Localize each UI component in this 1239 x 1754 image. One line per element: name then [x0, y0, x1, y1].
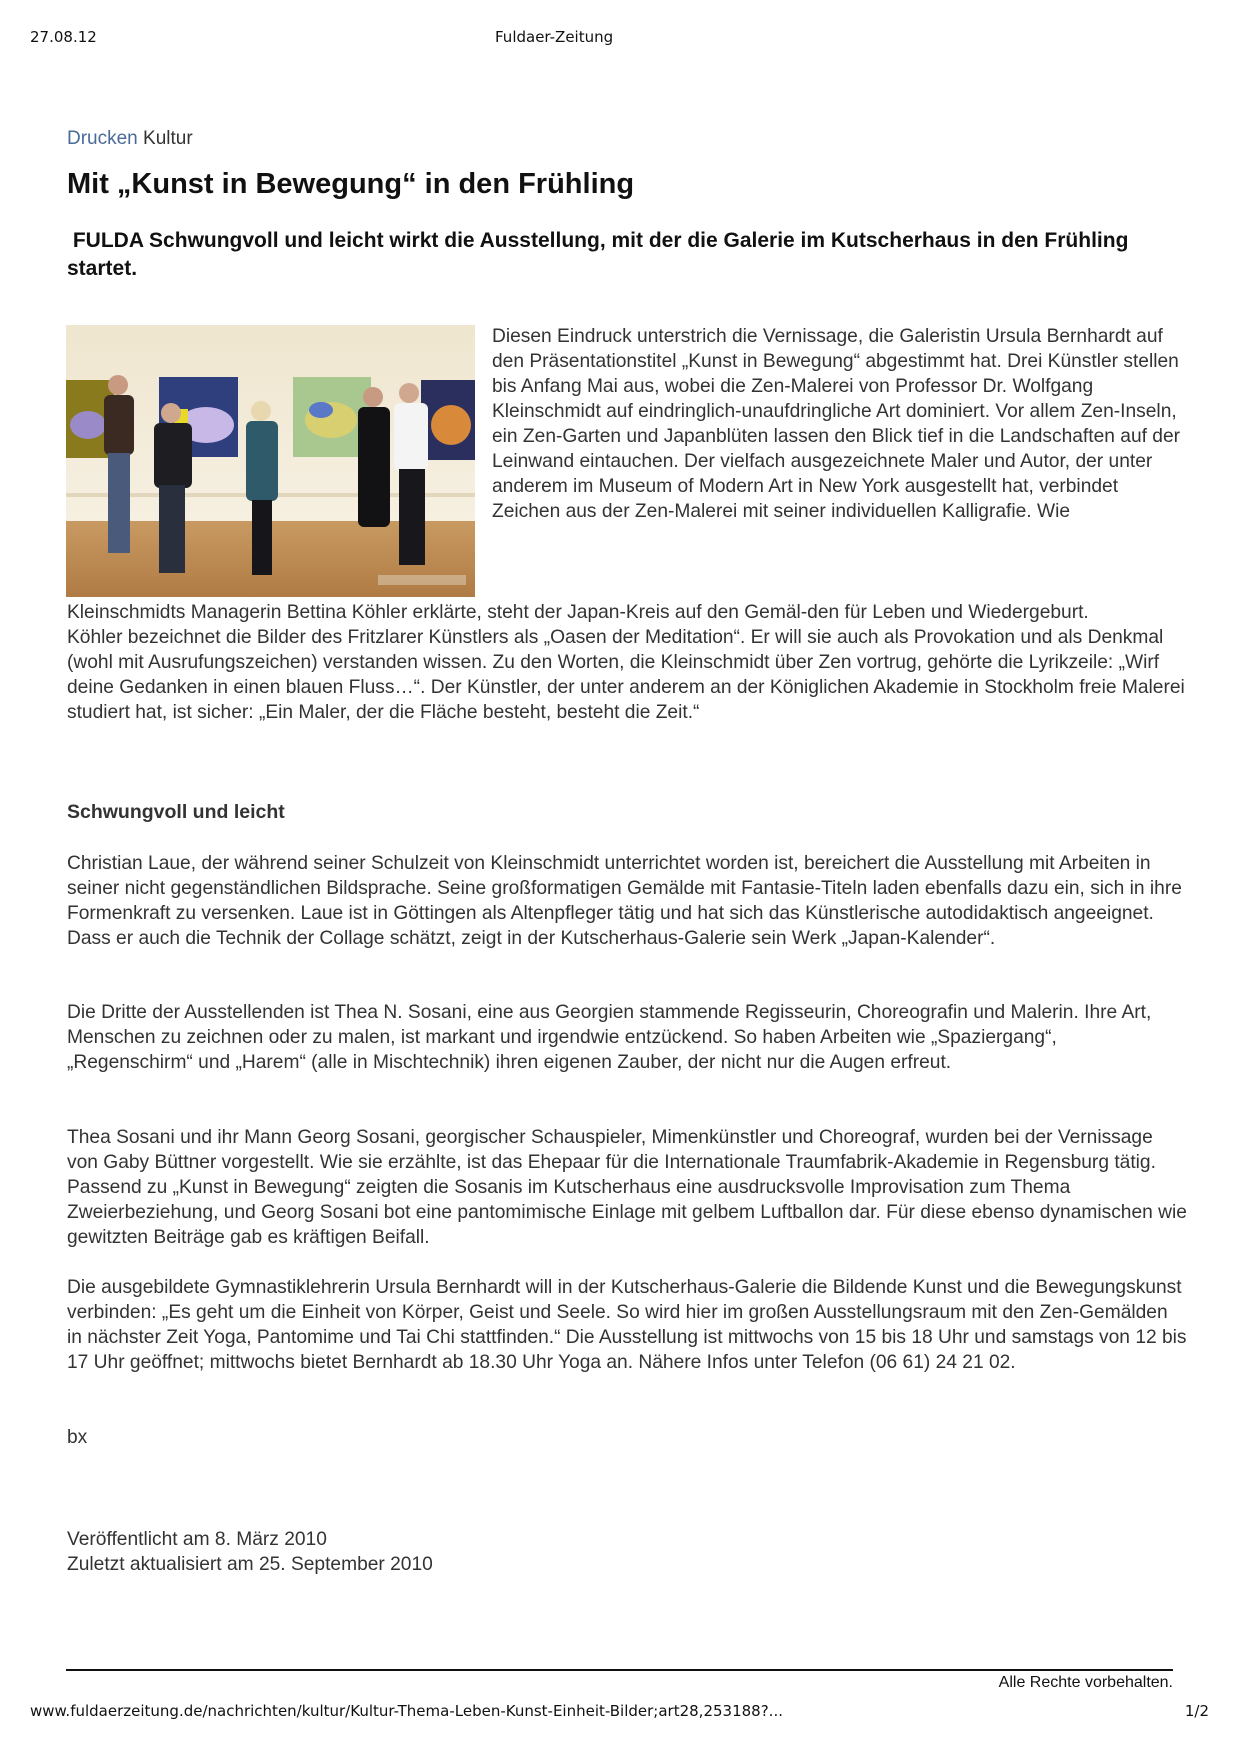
print-site-title: Fuldaer-Zeitung — [495, 28, 614, 46]
paragraph-laue: Christian Laue, der während seiner Schulzeit von Kleinschmidt unterrichtet worden ist, bereichert die Ausstellung mit Arbeiten in seiner nicht gegenständlichen Bildsprache. Seine großformatigen Gemälde mit Fantasie-Titeln laden ebenfalls dazu ein, sich in ihre Formenkraft zu versenken. Laue ist in Göttingen als Altenpfleger tätig und hat sich das Künstlerische autodidaktisch angeeignet. Dass er auch die Technik der Collage schätzt, zeigt in der Kutscherhaus-Galerie sein Werk „Japan-Kalender“. — [67, 853, 1182, 949]
published-date: Veröffentlicht am 8. März 2010 — [67, 1529, 327, 1550]
section-label: Kultur — [143, 128, 193, 149]
paragraph-sosani-couple: Thea Sosani und ihr Mann Georg Sosani, georgischer Schauspieler, Mimenkünstler und Choreograf, wurden bei der Vernissage von Gaby Büttner vorgestellt. Wie sie erzählte, ist das Ehepaar für die Internationale Traumfabrik-Akademie in Regensburg tätig. Passend zu „Kunst in Bewegung“ zeigten die Sosanis im Kutscherhaus eine ausdrucksvolle Improvisation zum Thema Zweierbeziehung, und Georg Sosani bot eine pantomimische Einlage mit gelbem Luftballon dar. Für diese ebenso dynamischen wie gewitzten Beiträge gab es kräftigen Beifall. — [67, 1127, 1187, 1248]
print-url: www.fuldaerzeitung.de/nachrichten/kultur/Kultur-Thema-Leben-Kunst-Einheit-Bilder;art28,253188?... — [30, 1702, 783, 1720]
print-date: 27.08.12 — [30, 28, 97, 46]
paragraph-koehler: Köhler bezeichnet die Bilder des Fritzlarer Künstlers als „Oasen der Meditation“. Er will sie auch als Provokation und als Denkmal (wohl mit Ausrufungszeichen) verstanden wissen. Zu den Worten, die Kleinschmidt über Zen vortrug, gehörte die Lyrikzeile: „Wirf deine Gedanken in einen blauen Fluss…“. Der Künstler, der unter anderem an der Königlichen Akademie in Stockholm freie Malerei studiert hat, ist sicher: „Ein Maler, der die Fläche besteht, besteht die Zeit.“ — [67, 627, 1185, 723]
article-intro: Diesen Eindruck unterstrich die Vernissage, die Galeristin Ursula Bernhardt auf den Präsentationstitel „Kunst in Bewegung“ abgestimmt hat. Drei Künstler stellen bis Anfang Mai aus, wobei die Zen-Malerei von Professor Dr. Wolfgang Kleinschmidt auf eindringlich-unaufdringliche Art dominiert. Vor allem Zen-Inseln, ein Zen-Garten und Japanblüten lassen den Blick tief in die Landschaften auf der Leinwand eintauchen. Der vielfach ausgezeichnete Maler und Autor, der unter anderem im Museum of Modern Art in New York ausgestellt hat, verbindet Zeichen aus der Zen-Malerei mit seiner individuellen Kalligrafie. Wie — [492, 326, 1181, 522]
gallery-photo-icon — [66, 325, 475, 597]
updated-date: Zuletzt aktualisiert am 25. September 2010 — [67, 1554, 433, 1575]
copyright-notice: Alle Rechte vorbehalten. — [998, 1674, 1173, 1691]
paragraph-sosani: Die Dritte der Ausstellenden ist Thea N. Sosani, eine aus Georgien stammende Regisseurin, Choreografin und Malerin. Ihre Art, Menschen zu zeichnen oder zu malen, ist markant und irgendwie entzückend. So haben Arbeiten wie „Spaziergang“, „Regenschirm“ und „Harem“ (alle in Mischtechnik) ihren eigenen Zauber, der nicht nur die Augen erfreut. — [67, 1002, 1152, 1073]
article-lead: FULDA Schwungvoll und leicht wirkt die Ausstellung, mit der die Galerie im Kutscherhaus in den Frühling startet. — [67, 229, 1135, 280]
article-body-koehler — [67, 600, 1187, 725]
footer-divider — [66, 1669, 1173, 1671]
gallery-photo — [66, 325, 475, 597]
article-subheading: Schwungvoll und leicht — [67, 801, 285, 823]
print-page-number: 1/2 — [1184, 1702, 1209, 1720]
paragraph-bernhardt: Die ausgebildete Gymnastiklehrerin Ursula Bernhardt will in der Kutscherhaus-Galerie die Bildende Kunst und die Bewegungskunst verbinden: „Es geht um die Einheit von Körper, Geist und Seele. So wird hier im großen Ausstellungsraum mit den Zen-Gemälden in nächster Zeit Yoga, Pantomime und Tai Chi stattfinden.“ Die Ausstellung ist mittwochs von 15 bis 18 Uhr und samstags von 12 bis 17 Uhr geöffnet; mittwochs bietet Bernhardt ab 18.30 Uhr Yoga an. Nähere Infos unter Telefon (06 61) 24 21 02. — [67, 1277, 1187, 1373]
intro-continued: Kleinschmidts Managerin Bettina Köhler erklärte, steht der Japan-Kreis auf den Gemäl-den für Leben und Wiedergeburt. — [67, 602, 1089, 623]
breadcrumb — [67, 128, 193, 150]
article-title: Mit „Kunst in Bewegung“ in den Frühling — [67, 168, 635, 200]
author-initials: bx — [67, 1427, 88, 1448]
print-link[interactable]: Drucken — [67, 128, 138, 149]
